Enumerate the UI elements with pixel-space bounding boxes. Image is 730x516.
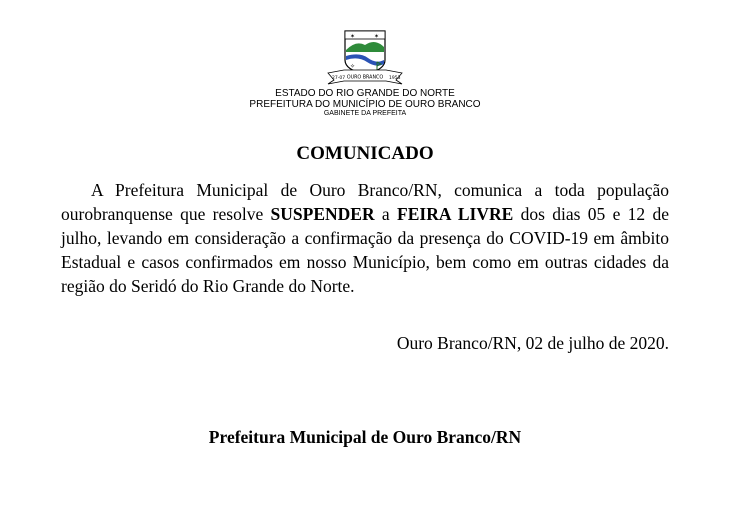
crest-banner-center: OURO BRANCO	[346, 75, 384, 81]
announcement-body	[61, 178, 669, 298]
municipal-crest-icon	[320, 28, 410, 86]
crest-banner-left: 27-07	[332, 76, 346, 81]
crest-banner-right: 1953	[389, 76, 401, 81]
letterhead	[215, 88, 515, 118]
place-date-line: Ouro Branco/RN, 02 de julho de 2020.	[396, 333, 669, 353]
svg-text:✶: ✶	[350, 33, 356, 40]
body-segment-3: dos dias 05 e 12 de julho, levando em consideração a confirmação da presença do COVID-19 em âmbito Estadual e casos confirmados em nosso Município, bem como em outras cidades da região do Seridó do Rio Grande do Norte.	[61, 204, 669, 296]
svg-text:✶: ✶	[374, 33, 380, 40]
letterhead-prefecture: PREFEITURA DO MUNICÍPIO DE OURO BRANCO	[249, 99, 481, 110]
letterhead-state: ESTADO DO RIO GRANDE DO NORTE	[275, 88, 455, 99]
svg-text:✧: ✧	[350, 63, 356, 70]
body-segment-2: a	[374, 204, 398, 224]
body-bold-feira-livre: FEIRA LIVRE	[397, 204, 514, 224]
body-segment-1: A Prefeitura Municipal de Ouro Branco/RN, comunica a toda população ourobranquense que resolve	[61, 180, 669, 224]
signature-block: Prefeitura Municipal de Ouro Branco/RN	[208, 427, 522, 447]
document-title: COMUNICADO	[296, 143, 434, 164]
letterhead-office: GABINETE DA PREFEITA	[323, 110, 407, 117]
body-bold-suspender: SUSPENDER	[270, 204, 375, 224]
